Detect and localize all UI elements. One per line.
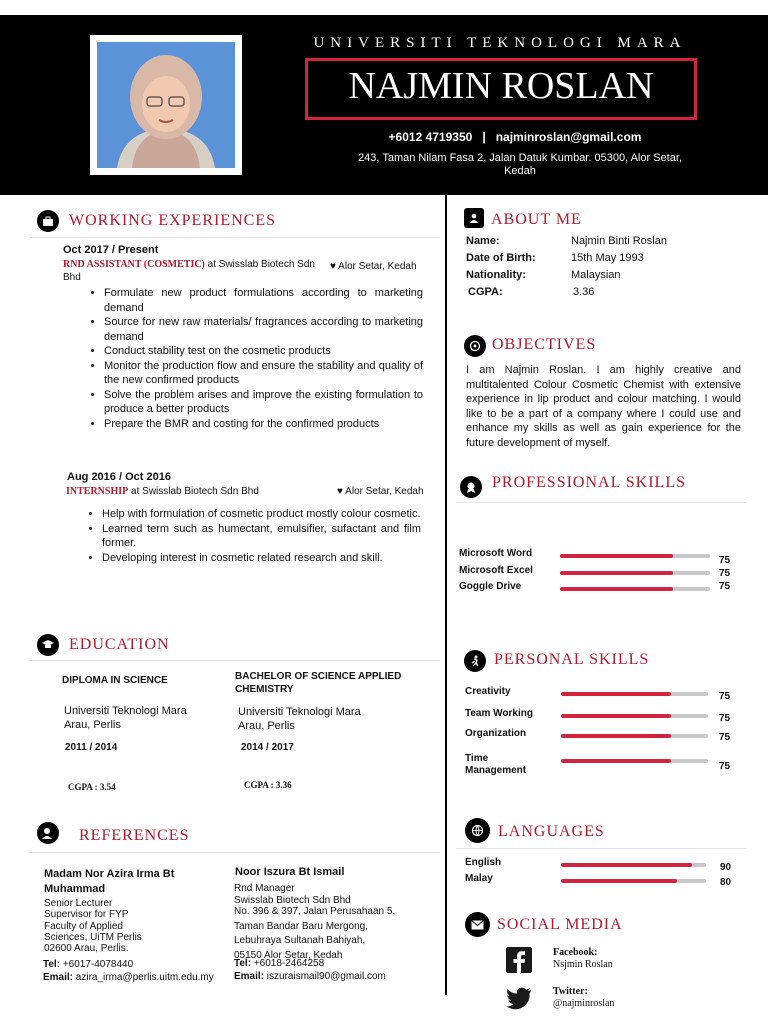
running-person-icon bbox=[464, 650, 486, 672]
envelope-icon bbox=[465, 912, 490, 937]
section-title-personal-skills: PERSONAL SKILLS bbox=[494, 651, 650, 668]
section-divider bbox=[456, 848, 746, 849]
skill-label: Goggle Drive bbox=[459, 581, 522, 592]
skill-bar-track bbox=[561, 734, 708, 738]
skill-bar-track bbox=[561, 692, 708, 696]
section-title-experience: WORKING EXPERIENCES bbox=[69, 212, 276, 229]
section-title-social-media: SOCIAL MEDIA bbox=[497, 916, 623, 933]
skill-bar-fill bbox=[561, 863, 692, 867]
skill-bar-fill bbox=[561, 759, 671, 763]
edu2-years: 2014 / 2017 bbox=[241, 742, 294, 753]
phone-number: +6012 4719350 bbox=[388, 130, 473, 144]
section-title-languages: LANGUAGES bbox=[498, 823, 605, 840]
skill-value: 75 bbox=[719, 691, 731, 702]
skill-bar-track bbox=[560, 587, 710, 591]
list-item: • Solve the problem arises and improve the existing formulation to produce a better products bbox=[104, 388, 423, 417]
job2-role: INTERNSHIP bbox=[66, 486, 129, 497]
job2-company: at Swisslab Biotech Sdn Bhd bbox=[128, 486, 259, 497]
edu1-years: 2011 / 2014 bbox=[65, 742, 118, 753]
briefcase-icon bbox=[37, 210, 59, 232]
ref2-contact: Tel: +6018-2464258 Email: iszuraismail90@gmail.com bbox=[234, 958, 386, 982]
twitter-icon[interactable] bbox=[505, 984, 533, 1012]
id-card-icon bbox=[464, 208, 484, 228]
section-title-objectives: OBJECTIVES bbox=[492, 336, 597, 353]
skill-bar-fill bbox=[560, 587, 673, 591]
ref1-email[interactable]: azira_irma@perlis.uitm.edu.my bbox=[73, 972, 214, 983]
skill-bar-track bbox=[561, 759, 708, 763]
list-item: • Formulate new product formulations according to marketing demand bbox=[104, 286, 423, 315]
section-divider bbox=[30, 852, 440, 853]
edu2-school: Universiti Teknologi Mara Arau, Perlis bbox=[238, 706, 361, 732]
job1-company: at Swisslab Biotech Sdn Bhd bbox=[63, 259, 315, 283]
skill-label: Organization bbox=[465, 728, 527, 739]
edu1-cgpa: CGPA : 3.54 bbox=[68, 782, 116, 792]
contact-line bbox=[330, 130, 700, 144]
skill-label: Malay bbox=[465, 873, 493, 884]
section-title-about: ABOUT ME bbox=[491, 211, 582, 228]
edu1-degree: DIPLOMA IN SCIENCE bbox=[62, 675, 168, 686]
skill-bar-fill bbox=[560, 554, 673, 558]
skill-label: Microsoft Word bbox=[459, 548, 533, 559]
job1-role: RND ASSISTANT (COSMETIC) bbox=[63, 259, 205, 270]
skill-bar-track bbox=[561, 879, 706, 883]
job1-period: Oct 2017 / Present bbox=[63, 244, 159, 256]
job1-location: ♥ Alor Setar, Kedah bbox=[330, 261, 417, 272]
skill-value: 75 bbox=[719, 568, 731, 579]
location-pin-icon: ♥ bbox=[337, 486, 343, 497]
email-address[interactable]: najminroslan@gmail.com bbox=[495, 130, 642, 144]
facebook-icon[interactable] bbox=[506, 947, 532, 973]
job2-title-line bbox=[66, 486, 259, 497]
section-divider bbox=[30, 237, 440, 238]
section-divider bbox=[456, 502, 746, 503]
skill-bar-fill bbox=[561, 714, 671, 718]
ref1-name: Madam Nor Azira Irma Bt Muhammad bbox=[44, 868, 175, 895]
ref2-phone: +6018-2464258 bbox=[251, 958, 325, 969]
skill-label: Creativity bbox=[465, 686, 511, 697]
facebook-handle[interactable]: Facebook: Nsjmin Roslan bbox=[553, 947, 613, 970]
job1-bullets bbox=[64, 286, 423, 431]
location-pin-icon: ♥ bbox=[330, 261, 336, 272]
section-title-professional-skills: PROFESSIONAL SKILLS bbox=[492, 474, 686, 491]
objectives-text: I am Najmin Roslan. I am highly creative and multitalented Colour Cosmetic Chemist with extensive experience in lip product and colour matching. I would like to be a part of a company where I could use and enhance my skills as well as gain experience for the future development of myself. bbox=[466, 364, 741, 449]
globe-icon bbox=[465, 818, 490, 843]
edu1-school: Universiti Teknologi Mara Arau, Perlis bbox=[64, 705, 187, 731]
list-item: • Conduct stability test on the cosmetic products bbox=[104, 344, 423, 359]
list-item: • Developing interest in cosmetic related research and skill. bbox=[102, 551, 421, 566]
list-item: • Source for new raw materials/ fragrances according to marketing demand bbox=[104, 315, 423, 344]
user-search-icon bbox=[37, 822, 59, 844]
skill-value: 75 bbox=[719, 732, 731, 743]
section-divider bbox=[30, 660, 440, 661]
skill-bar-track bbox=[561, 714, 708, 718]
edu2-cgpa: CGPA : 3.36 bbox=[244, 780, 292, 790]
ref2-email[interactable]: iszuraismail90@gmail.com bbox=[264, 971, 386, 982]
ref1-phone: +6017-4078440 bbox=[60, 959, 134, 970]
candidate-name: NAJMIN ROSLAN bbox=[348, 65, 654, 107]
skill-bar-fill bbox=[561, 692, 671, 696]
job2-period: Aug 2016 / Oct 2016 bbox=[67, 471, 171, 483]
skill-bar-fill bbox=[561, 879, 677, 883]
section-title-education: EDUCATION bbox=[69, 636, 170, 653]
skill-value: 75 bbox=[719, 581, 731, 592]
about-table: Name: Najmin Binti Roslan Date of Birth: 15th May 1993 Nationality: Malaysian CGPA: 3.36 bbox=[466, 235, 667, 298]
column-divider bbox=[445, 195, 447, 995]
ref2-details: Rnd Manager Swisslab Biotech Sdn Bhd No. 396 & 397, Jalan Perusahaan 5, Taman Bandar Baru Mergong, Lebuhraya Sultanah Bahiyah, 05150 Alor Setar, Kedah bbox=[234, 883, 396, 961]
skill-label: Time Management bbox=[465, 753, 527, 776]
edu2-degree: BACHELOR OF SCIENCE APPLIED CHEMISTRY bbox=[235, 671, 402, 695]
skill-bar-fill bbox=[561, 734, 671, 738]
skill-bar-track bbox=[560, 554, 710, 558]
job2-bullets bbox=[62, 507, 421, 565]
award-icon bbox=[460, 476, 482, 498]
target-icon bbox=[464, 335, 486, 357]
list-item: • Prepare the BMR and costing for the confirmed products bbox=[104, 417, 423, 432]
skill-label: Team Working bbox=[465, 708, 533, 719]
ref2-name: Noor Iszura Bt Ismail bbox=[235, 866, 345, 878]
graduation-cap-icon bbox=[37, 634, 59, 656]
section-title-references: REFERENCES bbox=[79, 827, 190, 844]
skill-label: Microsoft Excel bbox=[459, 565, 533, 576]
contact-separator: | bbox=[482, 130, 486, 144]
university-name: UNIVERSITI TEKNOLOGI MARA bbox=[313, 35, 687, 51]
profile-photo bbox=[97, 42, 235, 168]
skill-label: English bbox=[465, 857, 502, 868]
list-item: • Help with formulation of cosmetic product mostly colour cosmetic. bbox=[102, 507, 421, 522]
skill-value: 80 bbox=[720, 877, 732, 888]
job2-location: ♥ Alor Setar, Kedah bbox=[337, 486, 424, 497]
twitter-handle[interactable]: Twitter: @najminroslan bbox=[553, 986, 615, 1009]
list-item: • Monitor the production flow and ensure the stability and quality of the new confirmed products bbox=[104, 359, 423, 388]
ref1-contact: Tel: +6017-4078440 Email: azira_irma@perlis.uitm.edu.my bbox=[43, 959, 214, 983]
skill-bar-fill bbox=[560, 571, 673, 575]
skill-bar-track bbox=[560, 571, 710, 575]
list-item: • Learned term such as humectant, emulsifier, sufactant and film former. bbox=[102, 522, 421, 551]
skill-value: 75 bbox=[719, 555, 731, 566]
ref1-details: Senior Lecturer Supervisor for FYP Faculty of Applied Sciences, UiTM Perlis 02600 Arau, Perlis. bbox=[44, 898, 142, 955]
home-address: 243, Taman Nilam Fasa 2, Jalan Datuk Kumbar. 05300, Alor Setar, Kedah bbox=[358, 152, 682, 177]
skill-value: 90 bbox=[720, 862, 732, 873]
skill-value: 75 bbox=[719, 761, 731, 772]
skill-bar-track bbox=[561, 863, 706, 867]
skill-value: 75 bbox=[719, 713, 731, 724]
job1-title-line bbox=[63, 258, 333, 284]
